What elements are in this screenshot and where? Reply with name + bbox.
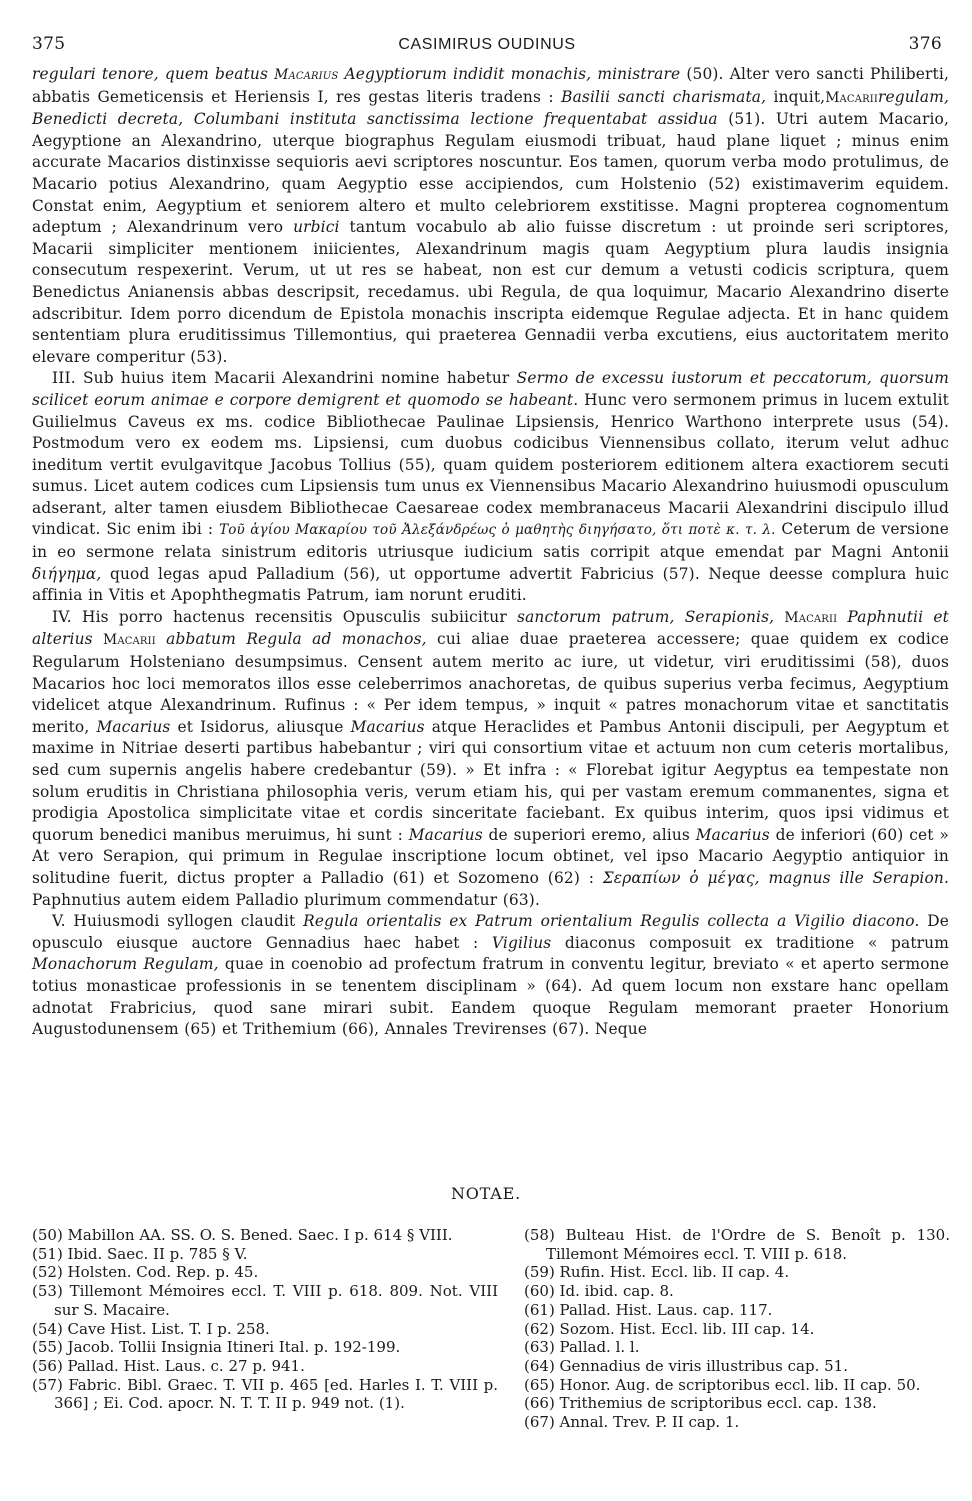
- italic-span: Macarius: [96, 717, 171, 736]
- running-header: [32, 34, 942, 58]
- italic-span: Vigilius: [491, 933, 552, 952]
- text-span: tantum vocabulo ab alio fuisse discretum : ut proinde seri scriptores, Macarii simpliciter mentionem iniicientes, Alexandrinum magis quam Aegyptium plura laudis insignia consecutum respexerint. Verum, ut ut res se habeat, non est cur demum a vetusti codicis scriptura, quem Benedictus Anianensis abbas descripsit, recedamus. ubi Regula, de qua loquimur, Macario Alexandrino diserte adscribitur. Idem porro dicendum de Epistola monachis inscripta eidemque Regulae adjecta. Et in hanc quidem sententiam plura eruditissimus Tillemontius, qui praeterea Gennadii verba excutiens, eius auctoritatem merito elevare comperitur (53).: [32, 218, 949, 366]
- italic-span: Aegyptiorum indidit monachis, ministrare: [338, 65, 681, 83]
- footnote: (66) Trithemius de scriptoribus eccl. cap. 138.: [524, 1394, 877, 1413]
- paragraph-V: [32, 911, 949, 1041]
- italic-span: abbatum Regula ad monachos,: [155, 630, 427, 649]
- notes-right-column: [524, 1226, 950, 1432]
- greek-quote: Σεραπίων ὁ μέγας, magnus ille Serapion.: [602, 868, 949, 887]
- footnote: (52) Holsten. Cod. Rep. p. 45.: [32, 1263, 259, 1282]
- text-span: quod legas apud Palladium (56), ut opportume advertit Fabricius (57). Neque deesse complura huic affinia in Vitis et Apophthegmatis Patrum, iam norunt eruditi.: [32, 564, 949, 605]
- footnote: (54) Cave Hist. List. T. I p. 258.: [32, 1319, 270, 1338]
- footnote: (50) Mabillon AA. SS. O. S. Bened. Saec. I p. 614 § VIII.: [32, 1226, 453, 1244]
- text-span: V. Huiusmodi syllogen claudit: [52, 912, 304, 931]
- text-span: quae in coenobio ad profectum fratrum in conventu legitur, breviato « et aperto sermone totius monasticae professionis in se tenentem disciplinam » (64). Ad quem locum non exstare hanc opellam adnotat Frabricius, quod sane mirari subit. Eandem quoque Regulam memorant praeter Honorium Augustodunensem (65) et Trithemium (66), Annales Trevirenses (67). Neque: [32, 955, 950, 1039]
- footnote: (57) Fabric. Bibl. Graec. T. VII p. 465 [ed. Harles I. T. VIII p. 366] ; Ei. Cod. apocr. N. T. T. II p. 949 not. (1).: [32, 1375, 498, 1413]
- italic-span: Paphnutii et alterius: [32, 607, 949, 649]
- footnote: (64) Gennadius de viris illustribus cap. 51.: [524, 1356, 848, 1375]
- text-span: diaconus composuit ex traditione « patrum: [551, 933, 949, 952]
- italic-span: sanctorum patrum, Serapionis,: [517, 607, 785, 626]
- text-span: de inferiori (60) cet » At vero Serapion, qui primum in Regulae inscriptione locum obtinet, vel ipso Macario Aegyptio antiquior in solitudine fuerit, dictus propter a Palladio (61) et Sozomeno (62) :: [32, 825, 949, 887]
- notes-heading: NOTAE.: [450, 1184, 522, 1203]
- text-span: de superiori eremo, alius: [482, 825, 696, 844]
- footnote: (51) Ibid. Saec. II p. 785 § V.: [32, 1244, 248, 1263]
- text-span: inquit,: [766, 87, 826, 106]
- paragraph-continuation: [32, 64, 949, 368]
- text-span: atque Heraclides et Pambus Antonii discipuli, per Aegyptum et maxime in Nitriae deserti partibus habebantur ; viri qui consortium vitae et actuum non cum ceteris mortalibus, sed cum supernis angelis habere credebantur (59). » Et infra : « Florebat igitur Aegyptus ea tempestate non solum eruditis in Christiana philosophia veris, verum etiam his, qui per vastam eremum commanentes, signa et prodigia Apostolica simplicitate vitae et cordis sinceritate faciebant. Ex quibus interim, quos ipsi vidimus et quorum benedici manibus meruimus, hi sunt :: [32, 717, 949, 844]
- footnote: (60) Id. ibid. cap. 8.: [524, 1282, 674, 1301]
- italic-span: Macarius: [695, 825, 770, 844]
- text-span: (50). Alter vero sancti Philiberti, abbatis Gemeticensis et Heriensis I, res gestas literis tradens :: [32, 65, 949, 106]
- footnote: (59) Rufin. Hist. Eccl. lib. II cap. 4.: [524, 1263, 790, 1282]
- greek-quote: Τοῦ ἁγίου Μακαρίου τοῦ Ἀλεξάνδρέως ὁ μαθητὴς διηγήσατο, ὅτι ποτὲ κ. τ. λ.: [219, 522, 776, 539]
- text-span: et Isidorus, aliusque: [170, 717, 351, 736]
- paragraph-III: [32, 368, 949, 607]
- footnote: (53) Tillemont Mémoires eccl. T. VIII p. 618. 809. Not. VIII sur S. Macaire.: [32, 1282, 498, 1319]
- footnote: (65) Honor. Aug. de scriptoribus eccl. lib. II cap. 50.: [524, 1375, 921, 1394]
- footnote: (67) Annal. Trev. P. II cap. 1.: [524, 1413, 740, 1432]
- italic-span: Macarius: [350, 717, 425, 736]
- italic-span: Sermo de excessu iustorum et peccatorum, quorsum scilicet eorum animae e corpore demigrent et quomodo se habeant.: [32, 369, 949, 409]
- footnote: (55) Jacob. Tollii Insignia Itineri Ital. p. 192-199.: [32, 1338, 401, 1357]
- smallcaps-span: Macarii: [103, 632, 156, 649]
- text-span: IV. His porro hactenus recensitis Opusculis subiicitur: [52, 607, 518, 626]
- italic-span: urbici: [293, 218, 340, 237]
- text-span: (51). Utri autem Macario, Aegyptione an Alexandrino, uterque biographus Regulam eiusmodi tribuat, haud plane liquet ; minus enim accurate Macarios distinxisse sequioris aevi scriptores noscuntur. Eos tamen, quorum verba modo protulimus, de Macario potius Alexandrino, quam Aegyptio esse accipiendos, cum Holstenio (52) existimaverim equidem. Constat enim, Aegyptium et seniorem altero et multo celebriorem exstitisse. Magni propterea cognomentum adeptum ; Alexandrinum vero: [32, 110, 949, 237]
- italic-span: Monachorum Regulam,: [32, 955, 219, 974]
- notes-left-column: [32, 1226, 498, 1413]
- footnote: (56) Pallad. Hist. Laus. c. 27 p. 941.: [32, 1356, 305, 1375]
- text-span: Paphnutius autem eidem Palladio plurimum commendatur (63).: [32, 890, 540, 909]
- main-text: [32, 64, 949, 1041]
- running-title: CASIMIRUS OUDINUS: [398, 36, 576, 53]
- smallcaps-span: Macarii: [784, 609, 838, 626]
- right-page-number: 376: [908, 34, 942, 54]
- footnote: (58) Bulteau Hist. de l'Ordre de S. Benoît p. 130. Tillemont Mémoires eccl. T. VIII p. 618.: [524, 1226, 950, 1263]
- smallcaps-span: Macarii: [825, 89, 878, 106]
- paragraph-IV: [32, 607, 949, 911]
- text-span: De opusculo eiusque auctore Gennadius haec habet :: [32, 912, 949, 952]
- italic-span: regulam, Benedicti decreta, Columbani instituta sanctissima lectione frequentabat assidua: [32, 87, 949, 129]
- italic-span: Macarius: [408, 825, 483, 844]
- text-span: Hunc vero sermonem primus in lucem extulit Guilielmus Caveus ex ms. codice Bibliothecae Paulinae Lipsiensis, Henrico Warthono interprete usus (54). Postmodum vero ex eodem ms. Lipsiensi, cum duobus codicibus Viennensibus collato, iterum velut adhuc ineditum vertit evulgavitque Jacobus Tollius (55), quam quidem posteriorem editionem altera exactiorem secuti sumus. Licet autem codices cum Lipsiensis tum unus ex Viennensibus Macario Alexandrino huiusmodi opusculum adserant, alter tamen eiusdem Bibliothecae Caesareae codex membranaceus Macarii Alexandrini discipulo illud vindicat. Sic enim ibi :: [32, 390, 949, 539]
- text-span: cui aliae duae praeterea accessere; quae quidem ex codice Regularum Holsteniano desumpsimus. Censent autem merito ac iure, ut videtur, viri eruditissimi (58), duos Macarios hoc loci memoratos illos esse celeberrimos anachoretas, de quibus superius verba fecimus, Aegyptium videlicet atque Alexandrinum. Rufinus : « Per idem tempus, » inquit « patres monachorum vitae et sanctitatis merito,: [32, 630, 950, 736]
- greek-word: διήγημα,: [32, 564, 102, 583]
- footnote: (61) Pallad. Hist. Laus. cap. 117.: [524, 1300, 773, 1319]
- italic-span: regulari tenore, quem beatus: [32, 65, 275, 83]
- text-span: III. Sub huius item Macarii Alexandrini nomine habetur: [52, 369, 517, 388]
- text-span: Ceterum de versione in eo sermone relata sinistrum editoris utriusque iudicium satis corripit atque emendat par Magni Antonii: [32, 520, 949, 562]
- footnote: (63) Pallad. l. l.: [524, 1338, 640, 1357]
- smallcaps-span: Macarius: [274, 67, 339, 83]
- left-page-number: 375: [32, 34, 66, 54]
- italic-span: Basilii sancti charismata,: [561, 87, 767, 106]
- footnote: (62) Sozom. Hist. Eccl. lib. III cap. 14.: [524, 1319, 815, 1338]
- italic-span: Regula orientalis ex Patrum orientalium Regulis collecta a Vigilio diacono.: [303, 912, 920, 931]
